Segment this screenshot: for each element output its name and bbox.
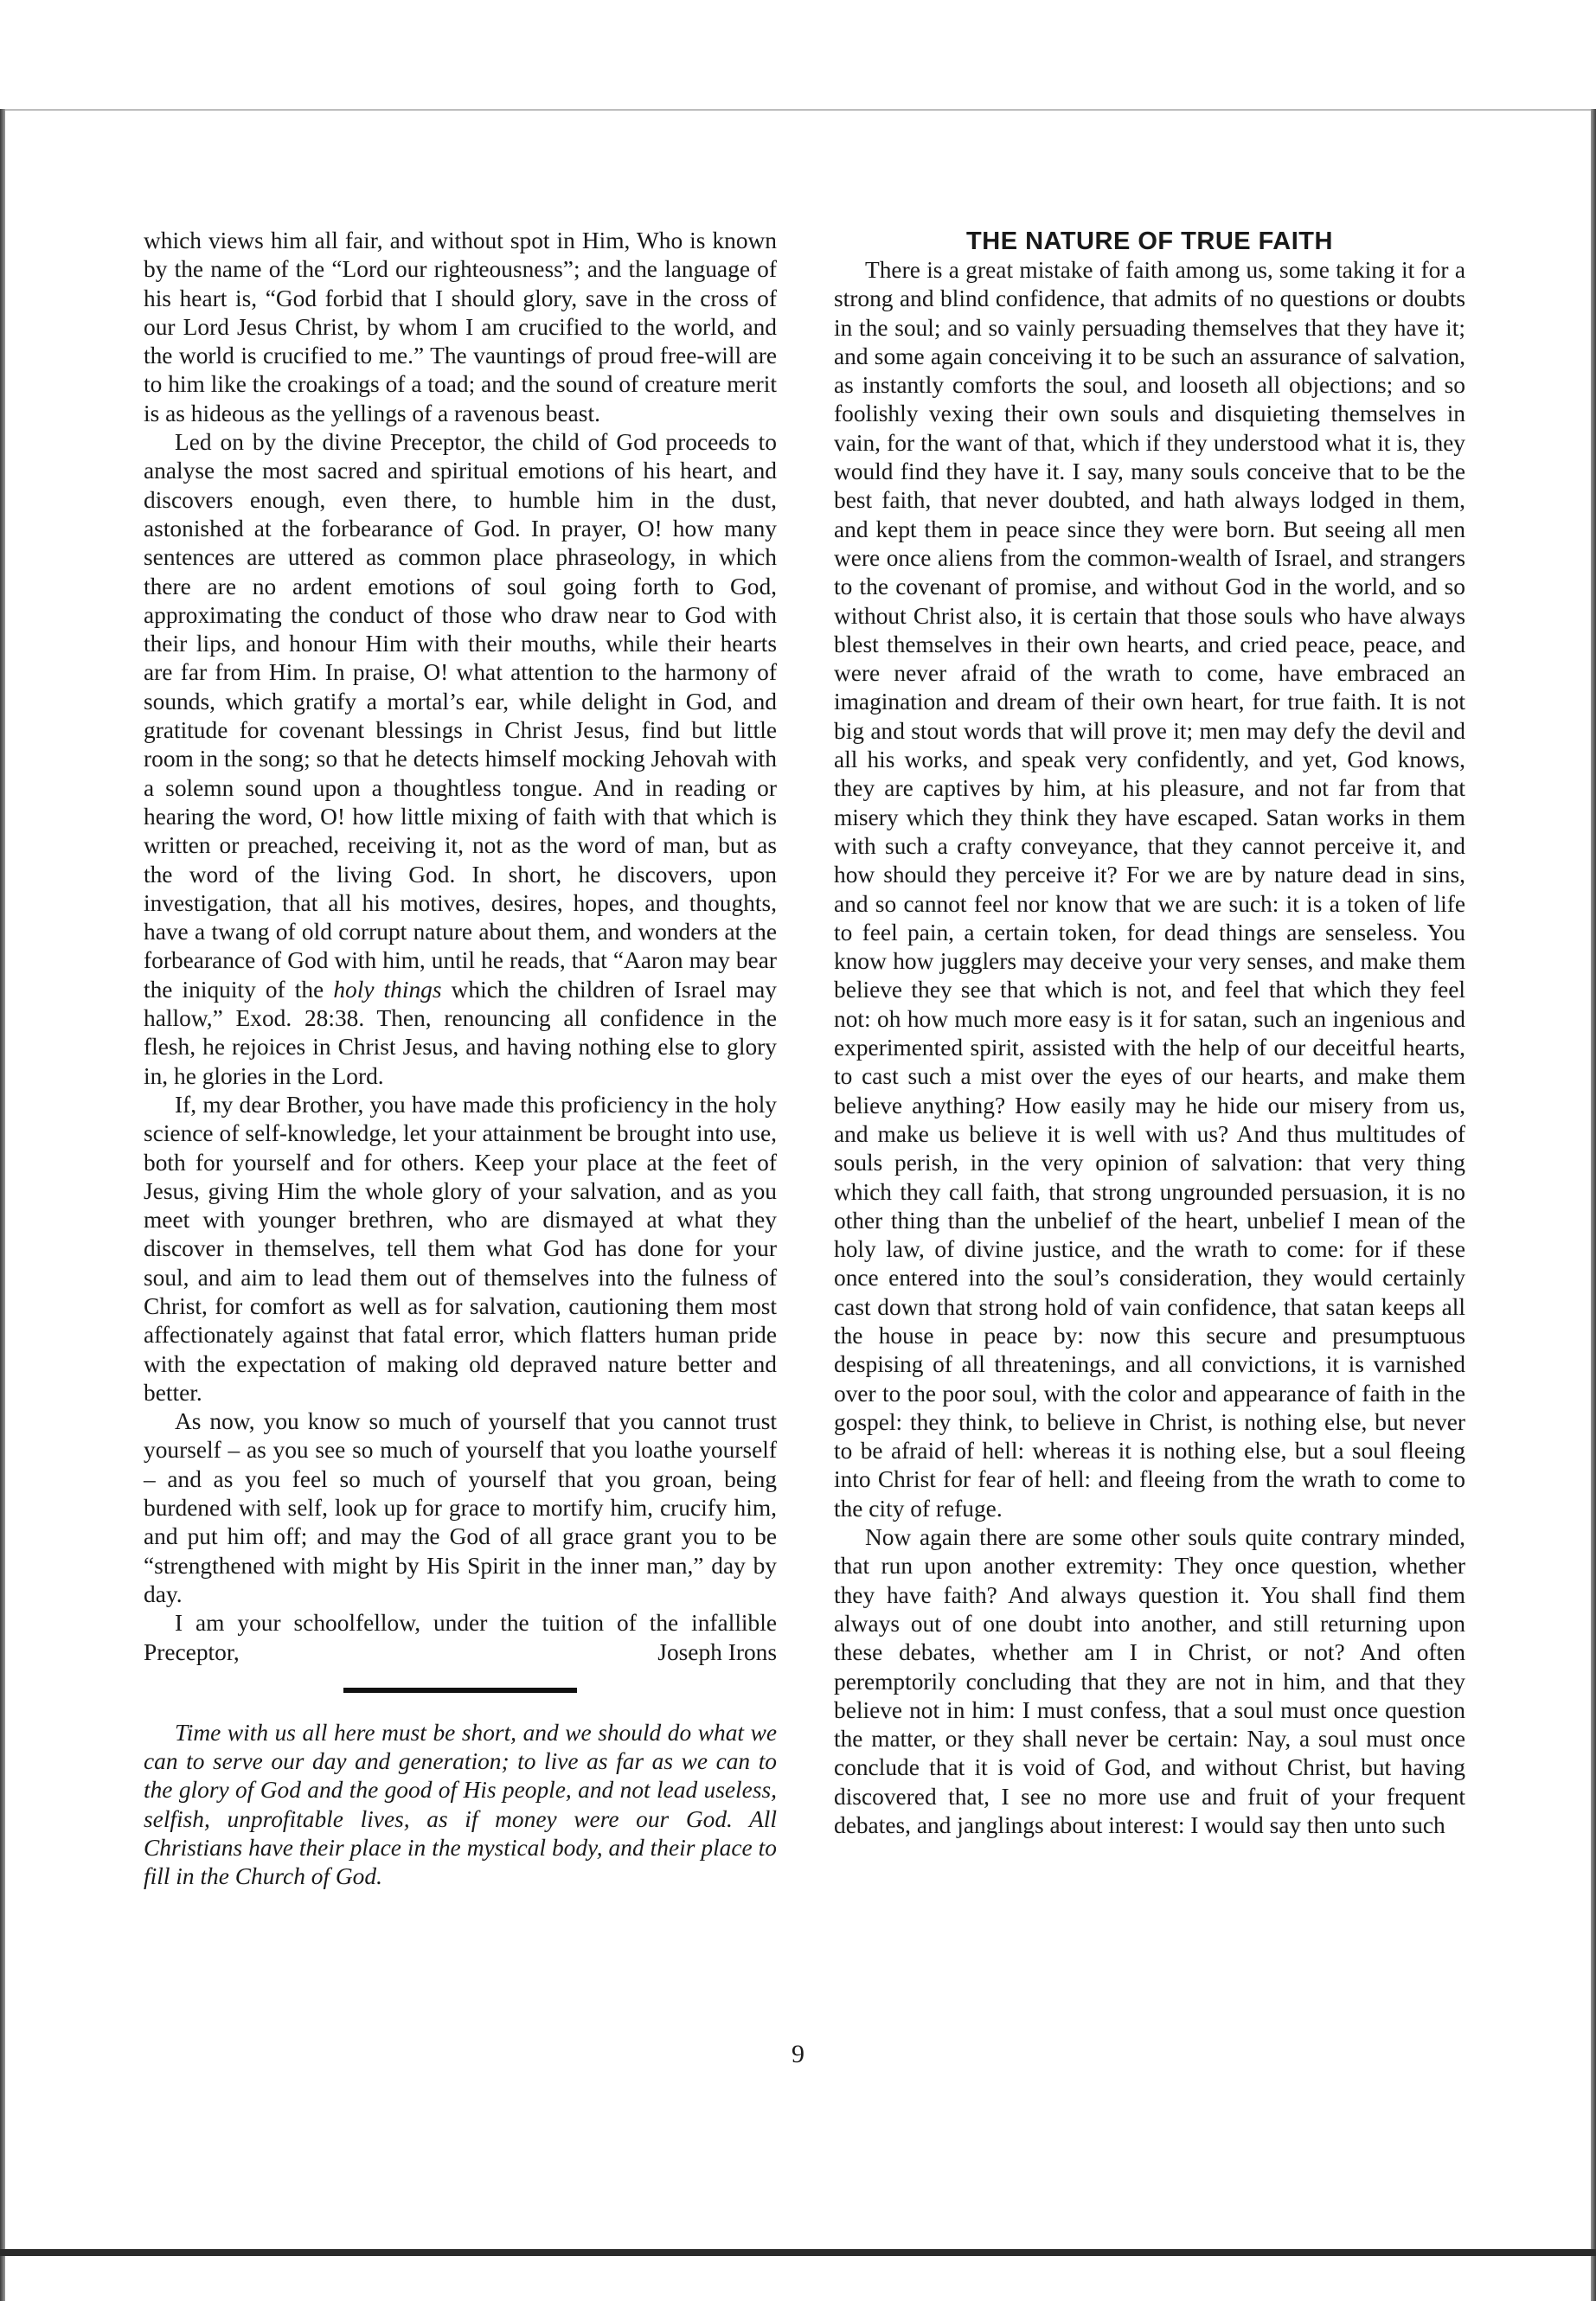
signoff xyxy=(144,1609,777,1667)
page-edge-left xyxy=(0,109,5,2301)
italic-phrase: holy things xyxy=(333,976,442,1003)
paragraph: As now, you know so much of yourself that you cannot trust yourself – as you see so much of yourself that you loathe yourself – and as you feel so much of yourself that you groan, being burdened with self, look up for grace to mortify him, crucify him, and put him off; and may the God of all grace grant you to be “strengthened with might by His Spirit in the inner man,” day by day. xyxy=(144,1408,777,1607)
author-name: Joseph Irons xyxy=(657,1638,777,1665)
paragraph: Now again there are some other souls quite contrary minded, that run upon another extremity: They once question, whether they have faith? And always question it. You shall find them always out of one doubt into another, and still returning upon these debates, whether am I in Christ, or not? And often peremptorily concluding that they are not in him, and that they believe not in him: I must confess, that a soul must once question the matter, or they shall never be certain: Nay, a soul must once conclude that it is void of God, and without Christ, but having discovered that, I see no more use and fruit of your frequent debates, and janglings about interest: I would say then unto such xyxy=(834,1524,1465,1839)
page-edge-bottom xyxy=(0,2249,1596,2256)
article-heading: THE NATURE OF TRUE FAITH xyxy=(966,228,1333,255)
paragraph-text: Led on by the divine Preceptor, the child of God proceeds to analyse the most sacred and spiritual emotions of his heart, and discovers enough, even there, to humble him in the dust, astonished at the forbearance of God. In prayer, O! how many sentences are uttered as common place phraseology, in which there are no ardent emotions of soul going forth to God, approximating the conduct of those who draw near to God with their lips, and honour Him with their mouths, while their hearts are far from Him. In praise, O! what attention to the harmony of sounds, which gratify a mortal’s ear, while delight in God, and gratitude for covenant blessings in Christ Jesus, find but little room in the song; so that he detects himself mocking Jehovah with a solemn sound upon a thoughtless tongue. And in reading or hearing the word, O! how little mixing of faith with that which is written or preached, receiving it, not as the word of man, but as the word of the living God. In short, he discovers, upon investigation, that all his motives, desires, hopes, and thoughts, have a twang of old corrupt nature about them, and wonders at the forbearance of God with him, until he reads, that “Aaron may bear the iniquity of the xyxy=(144,429,777,1003)
signoff-intro: I am your schoolfellow, under the tuition of the infallible Preceptor, xyxy=(144,1610,777,1665)
paragraph: If, my dear Brother, you have made this proficiency in the holy science of self-knowledge, let your attainment be brought into use, both for yourself and for others. Keep your place at the feet of Jesus, giving Him the whole glory of your salvation, and as you meet with younger brethren, who are dismayed at what they discover in themselves, tell them what God has done for your soul, and aim to lead them out of themselves into the fulness of Christ, for comfort as well as for salvation, cautioning them most affectionately against that fatal error, which flatters human pride with the expectation of making old depraved nature better and better. xyxy=(144,1091,777,1406)
right-column xyxy=(834,227,1465,1840)
paragraph: There is a great mistake of faith among us, some taking it for a strong and blind confidence, that admits of no questions or doubts in the soul; and so vainly persuading themselves that they have it; and some again conceiving it to be such an assurance of salvation, as instantly comforts the soul, and looseth all objections; and so foolishly vexing their own souls and disquieting themselves in vain, for the want of that, which if they understood what it is, they would find they have it. I say, many souls conceive that to be the best faith, that never doubted, and hath always lodged in them, and kept them in peace since they were born. But seeing all men were once aliens from the common-wealth of Israel, and strangers to the covenant of promise, and without God in the world, and so without Christ also, it is certain that those souls who have always blest themselves in their own hearts, and cried peace, peace, and were never afraid of the wrath to come, have embraced an imagination and dream of their own heart, for true faith. It is not big and stout words that will prove it; men may defy the devil and all his works, and speak very confidently, and yet, God knows, they are captives by him, at his pleasure, and not far from that misery which they think they have escaped. Satan works in them with such a crafty conveyance, that they cannot perceive it, and how should they perceive it? For we are by nature dead in sins, and so cannot feel nor know that we are such: it is a token of life to feel pain, a certain token, for dead things are senseless. You know how jugglers may deceive your very senses, and make them believe they see that which is not, and feel that which they feel not: oh how much more easy is it for satan, such an ingenious and experimented spirit, assisted with the help of our deceitful hearts, to cast such a mist over the eyes of our hearts, and make them believe anything? How easily may he hide our misery from us, and make us believe it is well with us? And thus multitudes of souls perish, in the very opinion of salvation: that very thing which they call faith, that strong ungrounded persuasion, it is no other thing than the unbelief of the heart, unbelief I mean of the holy law, of divine justice, and the wrath to come: for if these once entered into the soul’s consideration, they would certainly cast down that strong hold of vain confidence, that satan keeps all the house in peace by: now this secure and presumptuous despising of all threatenings, and all convictions, it is varnished over to the poor soul, with the color and appearance of faith in the gospel: they think, to believe in Christ, is nothing else, but never to be afraid of hell: whereas it is nothing else, but a soul fleeing into Christ for fear of hell: and fleeing from the wrath to come to the city of refuge. xyxy=(834,257,1465,1522)
paragraph xyxy=(144,428,777,1091)
left-column xyxy=(144,227,777,1892)
paragraph: which views him all fair, and without spot in Him, Who is known by the name of the “Lord our righteousness”; and the language of his heart is, “God forbid that I should glory, save in the cross of our Lord Jesus Christ, by whom I am crucified to the world, and the world is crucified to me.” The vauntings of proud free-will are to him like the croakings of a toad; and the sound of creature merit is as hideous as the yellings of a ravenous beast. xyxy=(144,228,777,426)
page-edge-top xyxy=(0,109,1596,111)
page-number: 9 xyxy=(792,2040,804,2068)
closing-quote: Time with us all here must be short, and we should do what we can to serve our day and generation; to live as far as we can to the glory of God and the good of His people, and not lead useless, selfish, unprofitable lives, as if money were our God. All Christians have their place in the mystical body, and their place to fill in the Church of God. xyxy=(144,1719,777,1890)
page-edge-right xyxy=(1591,109,1596,2301)
paragraph-text: which the children of Israel may hallow,” Exod. 28:38. Then, renouncing all confidence in the flesh, he rejoices in Christ Jesus, and having nothing else to glory in, he glories in the Lord. xyxy=(144,976,777,1089)
divider-rule xyxy=(343,1688,577,1693)
